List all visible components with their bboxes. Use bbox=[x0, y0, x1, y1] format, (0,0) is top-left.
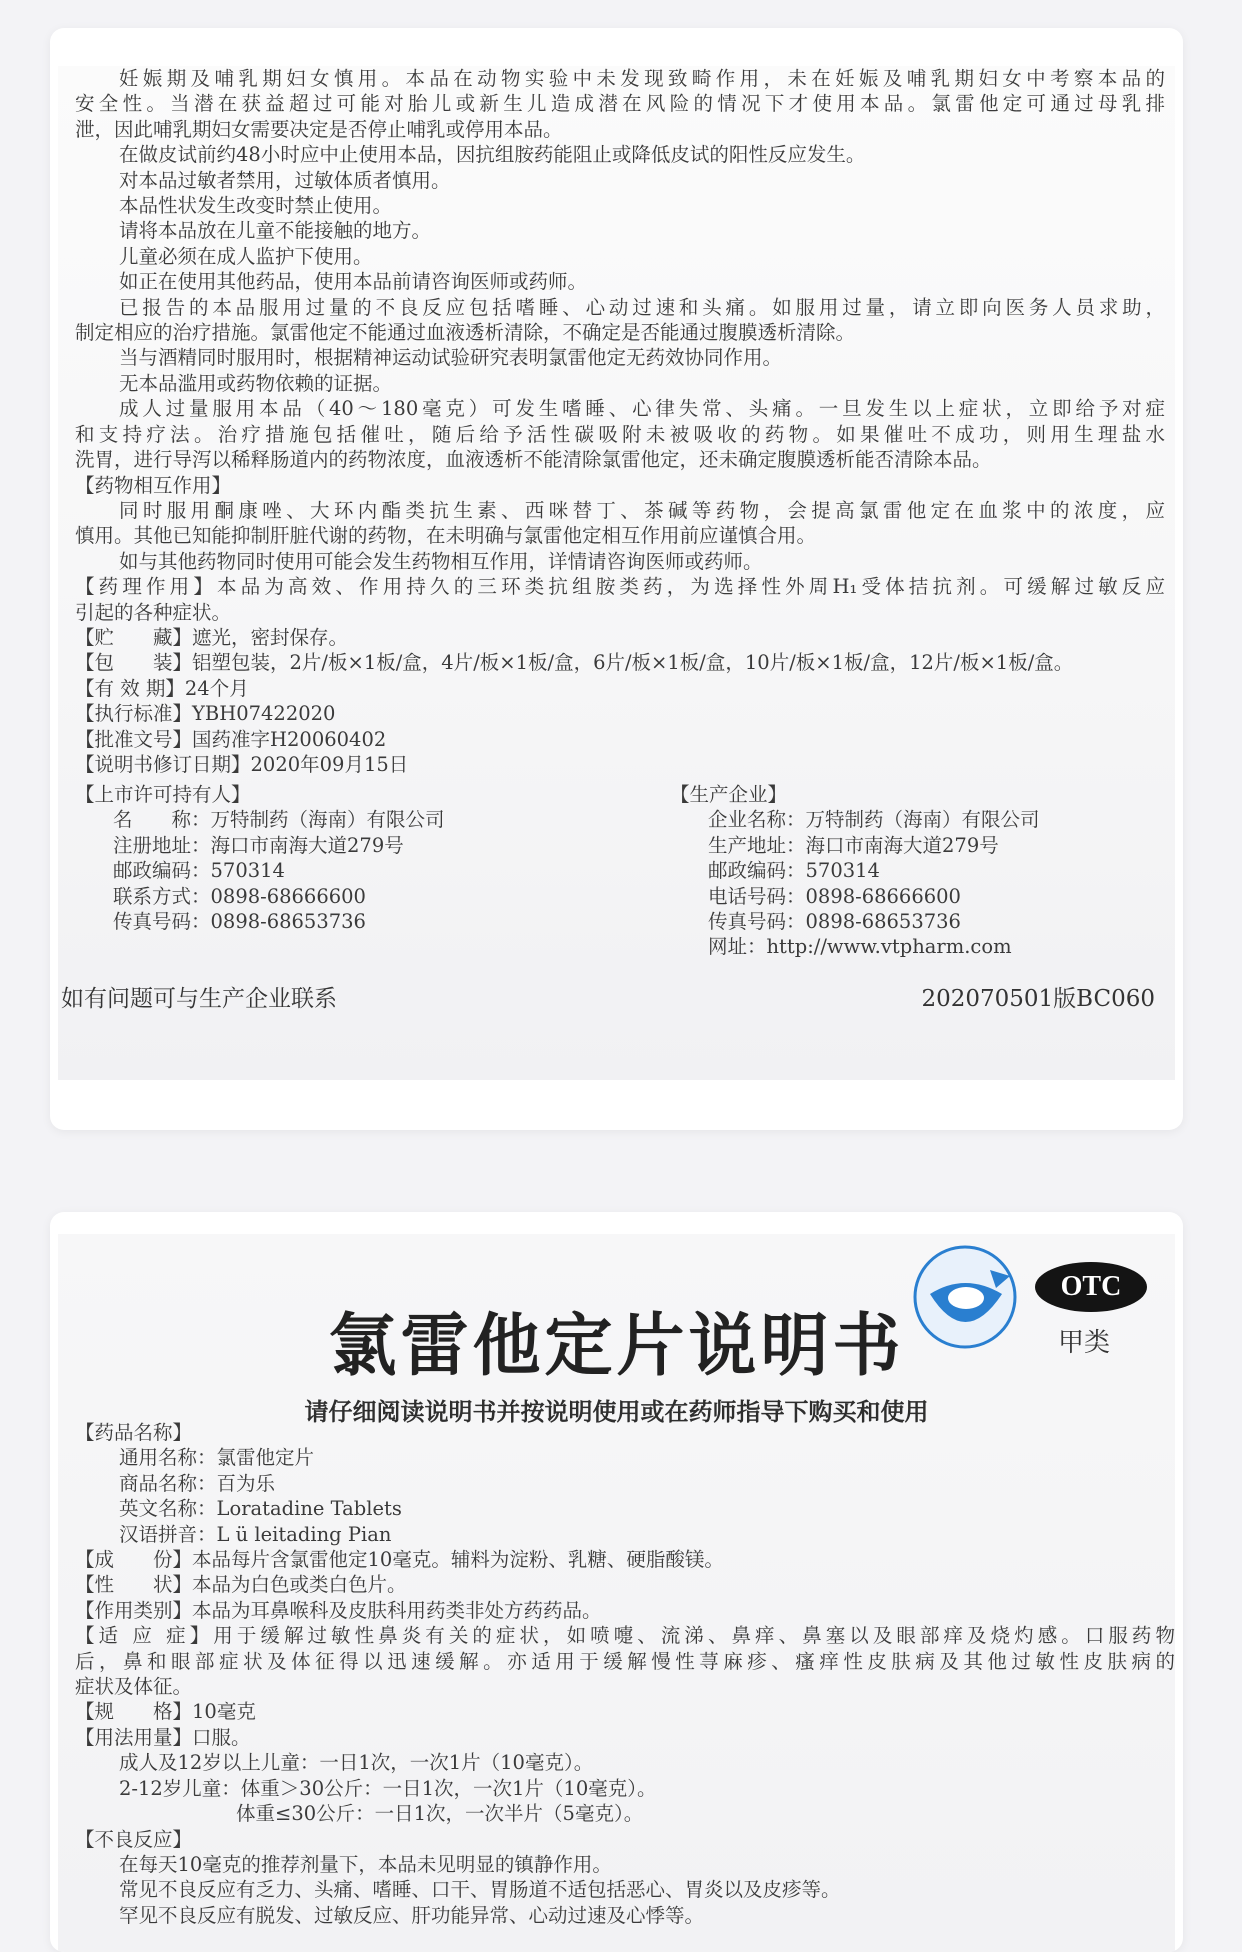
holder-row: 名 称：万特制药（海南）有限公司 bbox=[113, 808, 445, 832]
text-line: 如正在使用其他药品，使用本品前请咨询医师或药师。 bbox=[119, 270, 588, 294]
text-line: 当与酒精同时服用时，根据精神运动试验研究表明氯雷他定无药效协同作用。 bbox=[119, 346, 783, 370]
text-line: 安全性。当潜在获益超过可能对胎儿或新生儿造成潜在风险的情况下才使用本品。氯雷他定可通过母乳排 bbox=[75, 92, 1165, 116]
maker-row: 生产地址：海口市南海大道279号 bbox=[708, 833, 999, 857]
text-line: 通用名称：氯雷他定片 bbox=[119, 1446, 315, 1470]
text-line: 本品性状发生改变时禁止使用。 bbox=[119, 194, 393, 218]
maker-row: 企业名称：万特制药（海南）有限公司 bbox=[708, 808, 1040, 832]
text-line: 【作用类别】本品为耳鼻喉科及皮肤科用药类非处方药药品。 bbox=[75, 1598, 602, 1622]
text-line: 【贮 藏】遮光，密封保存。 bbox=[75, 625, 349, 649]
leaflet-page-back bbox=[50, 28, 1183, 1130]
leaflet-body-text bbox=[75, 66, 1165, 777]
text-line: 【规 格】10毫克 bbox=[75, 1700, 256, 1724]
license-holder-block bbox=[75, 782, 575, 934]
text-line: 妊娠期及哺乳期妇女慎用。本品在动物实验中未发现致畸作用，未在妊娠及哺乳期妇女中考察本品的 bbox=[119, 67, 1165, 90]
leaflet-body-text bbox=[75, 1420, 1175, 1928]
text-line: 【性 状】本品为白色或类白色片。 bbox=[75, 1573, 407, 1597]
text-line: 【说明书修订日期】2020年09月15日 bbox=[75, 752, 409, 776]
maker-row: 邮政编码：570314 bbox=[708, 859, 880, 883]
maker-row: 电话号码：0898-68666600 bbox=[708, 884, 961, 908]
text-line: 成人及12岁以上儿童：一日1次，一次1片（10毫克）。 bbox=[119, 1751, 594, 1775]
text-line: 体重≤30公斤：一日1次，一次半片（5毫克）。 bbox=[119, 1802, 644, 1826]
text-line: 泄，因此哺乳期妇女需要决定是否停止哺乳或停用本品。 bbox=[75, 117, 563, 141]
text-line: 【用法用量】口服。 bbox=[75, 1725, 251, 1749]
maker-row: 网址：http://www.vtpharm.com bbox=[708, 935, 1012, 959]
text-line: 引起的各种症状。 bbox=[75, 600, 232, 624]
contact-note: 如有问题可与生产企业联系 bbox=[61, 986, 337, 1012]
text-line: 【执行标准】YBH07422020 bbox=[75, 702, 336, 726]
text-line: 【适 应 症】用于缓解过敏性鼻炎有关的症状，如喷嚏、流涕、鼻痒、鼻塞以及眼部痒及烧灼感。口服药物 bbox=[75, 1624, 1175, 1648]
text-line: 【药理作用】本品为高效、作用持久的三环类抗组胺类药，为选择性外周H₁受体拮抗剂。可缓解过敏反应 bbox=[75, 575, 1165, 599]
text-line: 对本品过敏者禁用，过敏体质者慎用。 bbox=[119, 168, 451, 192]
text-line: 在做皮试前约48小时应中止使用本品，因抗组胺药能阻止或降低皮试的阳性反应发生。 bbox=[119, 143, 866, 167]
text-line: 汉语拼音：L ü leitading Pian bbox=[119, 1522, 392, 1546]
holder-row: 联系方式：0898-68666600 bbox=[113, 884, 366, 908]
otc-class-label: 甲类 bbox=[1058, 1328, 1111, 1358]
leaflet-page-front bbox=[50, 1212, 1183, 1952]
holder-heading: 【上市许可持有人】 bbox=[75, 783, 251, 806]
holder-row: 注册地址：海口市南海大道279号 bbox=[113, 833, 404, 857]
text-line: 制定相应的治疗措施。氯雷他定不能通过血液透析清除，不确定是否能通过腹膜透析清除。 bbox=[75, 321, 856, 345]
text-line: 成人过量服用本品（40～180毫克）可发生嗜睡、心律失常、头痛。一旦发生以上症状，立即给予对症 bbox=[119, 397, 1165, 421]
holder-row: 邮政编码：570314 bbox=[113, 859, 285, 883]
text-line: 后，鼻和眼部症状及体征得以迅速缓解。亦适用于缓解慢性荨麻疹、瘙痒性皮肤病及其他过敏性皮肤病的 bbox=[75, 1649, 1175, 1673]
text-line: 罕见不良反应有脱发、过敏反应、肝功能异常、心动过速及心悸等。 bbox=[119, 1903, 705, 1927]
maker-row: 传真号码：0898-68653736 bbox=[708, 910, 961, 934]
text-line: 常见不良反应有乏力、头痛、嗜睡、口干、胃肠道不适包括恶心、胃炎以及皮疹等。 bbox=[119, 1878, 841, 1902]
version-code: 202070501版BC060 bbox=[921, 986, 1155, 1012]
holder-row: 传真号码：0898-68653736 bbox=[113, 910, 366, 934]
text-line: 【有 效 期】24个月 bbox=[75, 676, 249, 700]
text-line: 【药品名称】 bbox=[75, 1421, 193, 1444]
maker-heading: 【生产企业】 bbox=[670, 783, 788, 806]
text-line: 英文名称：Loratadine Tablets bbox=[119, 1497, 402, 1521]
text-line: 儿童必须在成人监护下使用。 bbox=[119, 244, 373, 268]
text-line: 同时服用酮康唑、大环内酯类抗生素、西咪替丁、茶碱等药物，会提高氯雷他定在血浆中的浓度，应 bbox=[119, 498, 1165, 522]
text-line: 【包 装】铝塑包装，2片/板×1板/盒，4片/板×1板/盒，6片/板×1板/盒，10片/板×1板/盒，12片/板×1板/盒。 bbox=[75, 651, 1074, 675]
text-line: 2-12岁儿童：体重＞30公斤：一日1次，一次1片（10毫克）。 bbox=[119, 1776, 657, 1800]
leaflet-subtitle: 请仔细阅读说明书并按说明使用或在药师指导下购买和使用 bbox=[304, 1398, 929, 1426]
text-line: 【不良反应】 bbox=[75, 1827, 193, 1851]
text-line: 症状及体征。 bbox=[75, 1675, 193, 1699]
manufacturer-block bbox=[670, 782, 1150, 960]
text-line: 无本品滥用或药物依赖的证据。 bbox=[119, 371, 393, 395]
text-line: 和支持疗法。治疗措施包括催吐，随后给予活性碳吸附未被吸收的药物。如果催吐不成功，则用生理盐水 bbox=[75, 422, 1165, 446]
text-line: 请将本品放在儿童不能接触的地方。 bbox=[119, 219, 432, 243]
text-line: 在每天10毫克的推荐剂量下，本品未见明显的镇静作用。 bbox=[119, 1852, 612, 1876]
text-line: 【批准文号】国药准字H20060402 bbox=[75, 727, 387, 751]
leaflet-title: 氯雷他定片说明书 bbox=[328, 1306, 905, 1386]
otc-badge: OTC bbox=[1035, 1262, 1147, 1312]
text-line: 商品名称：百为乐 bbox=[119, 1471, 276, 1495]
text-line: 慎用。其他已知能抑制肝脏代谢的药物，在未明确与氯雷他定相互作用前应谨慎合用。 bbox=[75, 524, 817, 548]
text-line: 【成 份】本品每片含氯雷他定10毫克。辅料为淀粉、乳糖、硬脂酸镁。 bbox=[75, 1548, 724, 1572]
text-line: 已报告的本品服用过量的不良反应包括嗜睡、心动过速和头痛。如服用过量，请立即向医务人员求助， bbox=[119, 295, 1165, 319]
text-line: 如与其他药物同时使用可能会发生药物相互作用，详情请咨询医师或药师。 bbox=[119, 549, 763, 573]
text-line: 【药物相互作用】 bbox=[75, 473, 232, 497]
text-line: 洗胃，进行导泻以稀释肠道内的药物浓度，血液透析不能清除氯雷他定，还未确定腹膜透析能否清除本品。 bbox=[75, 448, 992, 472]
